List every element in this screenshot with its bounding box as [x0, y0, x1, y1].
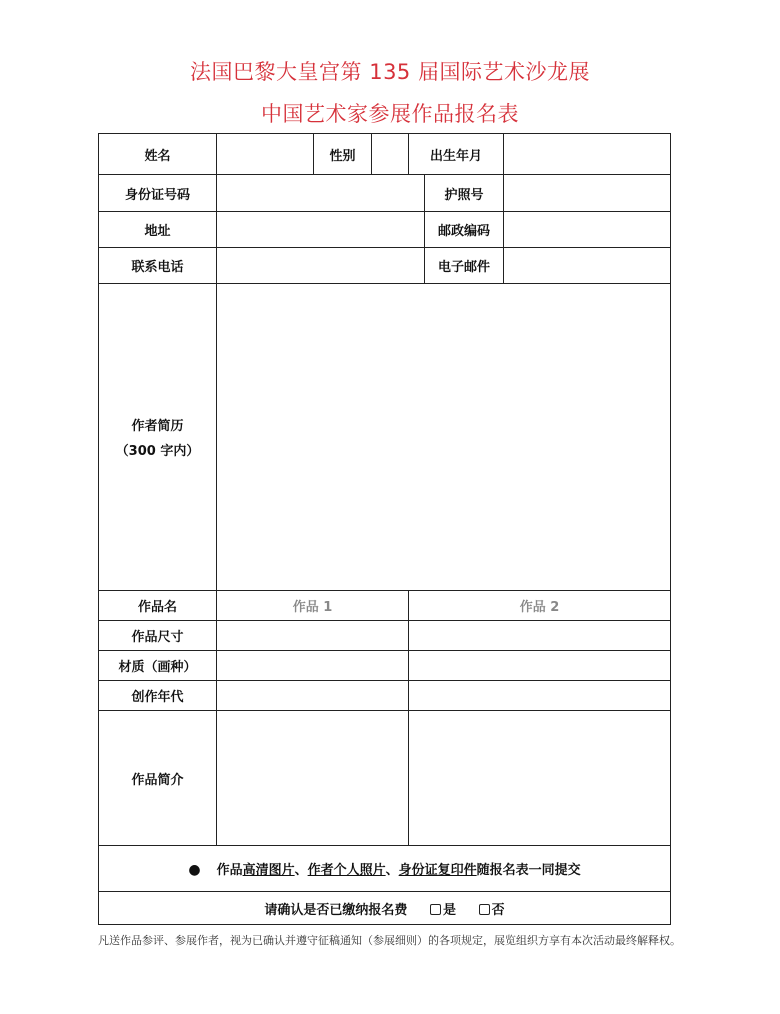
note-suffix: 随报名表一同提交 — [476, 863, 581, 878]
work2-name-field[interactable]: 作品 2 — [409, 591, 671, 621]
form-title-line1: 法国巴黎大皇宫第 135 届国际艺术沙龙展 — [190, 60, 590, 84]
work1-name-field[interactable]: 作品 1 — [217, 591, 409, 621]
fee-row — [99, 892, 671, 925]
id-number-field[interactable] — [217, 175, 425, 212]
intro-label: 作品简介 — [99, 711, 217, 846]
passport-label: 护照号 — [425, 175, 504, 212]
bio-label: 作者简历 — [131, 419, 184, 434]
name-label: 姓名 — [99, 134, 217, 175]
note-prefix: 作品 — [216, 863, 243, 878]
phone-field[interactable] — [217, 248, 425, 284]
footer-disclaimer: 凡送作品参评、参展作者，视为已确认并遵守征稿通知（参展细则）的各项规定，展览组织方享有本次活动最终解释权。 — [98, 934, 681, 947]
fee-yes-option[interactable] — [430, 903, 456, 918]
note-sep-2: 、 — [385, 863, 399, 878]
yes-checkbox-icon[interactable] — [430, 904, 441, 915]
form-title-line2: 中国艺术家参展作品报名表 — [261, 102, 519, 126]
registration-form-table — [98, 133, 671, 925]
note-item-photos: 高清图片 — [242, 863, 295, 878]
bio-label-cell — [99, 284, 217, 591]
passport-field[interactable] — [504, 175, 671, 212]
work2-size-field[interactable] — [409, 621, 671, 651]
address-field[interactable] — [217, 212, 425, 248]
work1-intro-field[interactable] — [217, 711, 409, 846]
email-field[interactable] — [504, 248, 671, 284]
work1-material-field[interactable] — [217, 651, 409, 681]
work1-year-field[interactable] — [217, 681, 409, 711]
fee-no-option[interactable] — [479, 903, 505, 918]
work-size-label: 作品尺寸 — [99, 621, 217, 651]
gender-field[interactable] — [372, 134, 409, 175]
work-name-label: 作品名 — [99, 591, 217, 621]
birth-field[interactable] — [504, 134, 671, 175]
work2-intro-field[interactable] — [409, 711, 671, 846]
bio-field[interactable] — [217, 284, 671, 591]
work2-material-field[interactable] — [409, 651, 671, 681]
phone-label: 联系电话 — [99, 248, 217, 284]
fee-yes-label: 是 — [443, 902, 457, 918]
note-item-portrait: 作者个人照片 — [307, 863, 386, 878]
gender-label: 性别 — [314, 134, 372, 175]
fee-label: 请确认是否已缴纳报名费 — [264, 902, 408, 918]
address-label: 地址 — [99, 212, 217, 248]
no-checkbox-icon[interactable] — [479, 904, 490, 915]
note-sep-1: 、 — [294, 863, 308, 878]
birth-label: 出生年月 — [409, 134, 504, 175]
name-field[interactable] — [217, 134, 314, 175]
bullet-icon: ● — [188, 862, 201, 878]
email-label: 电子邮件 — [425, 248, 504, 284]
fee-no-label: 否 — [491, 902, 505, 918]
note-item-id-copy: 身份证复印件 — [398, 863, 477, 878]
work1-size-field[interactable] — [217, 621, 409, 651]
work2-year-field[interactable] — [409, 681, 671, 711]
id-number-label: 身份证号码 — [99, 175, 217, 212]
submission-note — [99, 846, 671, 892]
bio-limit: （300 字内） — [115, 444, 200, 459]
material-label: 材质（画种） — [99, 651, 217, 681]
postcode-label: 邮政编码 — [425, 212, 504, 248]
year-label: 创作年代 — [99, 681, 217, 711]
postcode-field[interactable] — [504, 212, 671, 248]
